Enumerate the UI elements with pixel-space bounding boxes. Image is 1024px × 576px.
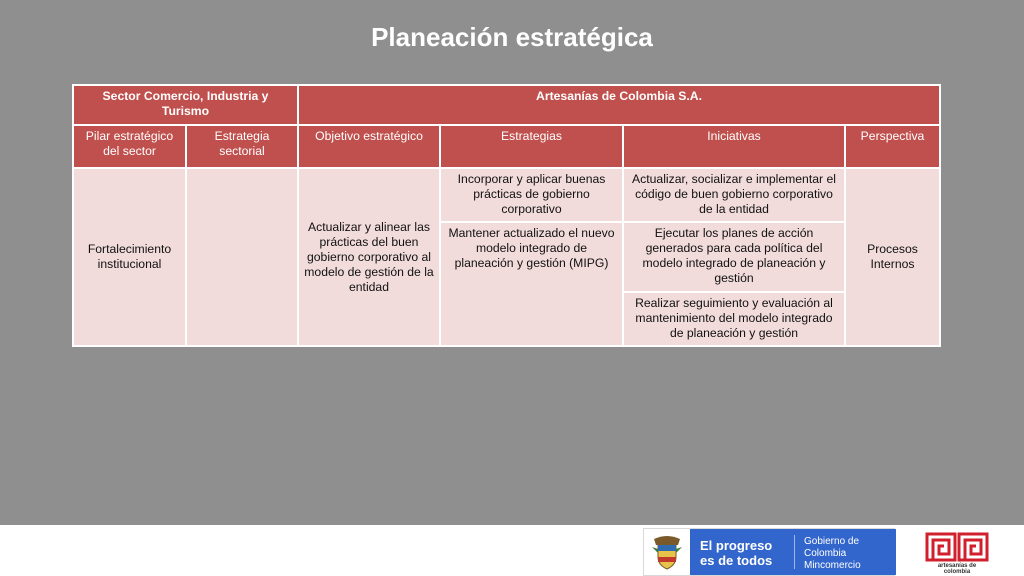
government-logo <box>643 528 895 576</box>
gov-name: Gobierno de Colombia Mincomercio <box>804 536 861 571</box>
header-entity: Artesanías de Colombia S.A. <box>298 85 940 125</box>
strategy-table <box>72 84 941 347</box>
cell-estrategia-1: Incorporar y aplicar buenas prácticas de gobierno corporativo <box>440 168 623 222</box>
cell-perspectiva: Procesos Internos <box>845 168 940 346</box>
col-header-iniciativas: Iniciativas <box>623 125 845 168</box>
table-header-row-1 <box>73 85 940 125</box>
cell-iniciativa-2: Ejecutar los planes de acción generados para cada política del modelo integrado de planeación y gestión <box>623 222 845 292</box>
artesanias-logo-icon <box>924 532 990 562</box>
cell-iniciativa-1: Actualizar, socializar e implementar el código de buen gobierno corporativo de la entidad <box>623 168 845 222</box>
cell-pilar: Fortalecimiento institucional <box>73 168 186 346</box>
cell-iniciativa-3: Realizar seguimiento y evaluación al mantenimiento del modelo integrado de planeación y gestión <box>623 292 845 346</box>
coat-of-arms-icon <box>650 533 684 571</box>
col-header-estrategia-sectorial: Estrategia sectorial <box>186 125 298 168</box>
artesanias-caption: artesanías de colombia <box>937 563 977 575</box>
table-row <box>73 168 940 222</box>
col-header-pilar: Pilar estratégico del sector <box>73 125 186 168</box>
table-header-row-2 <box>73 125 940 168</box>
page-title: Planeación estratégica <box>371 22 653 52</box>
gov-blue-panel <box>690 529 896 575</box>
col-header-objetivo: Objetivo estratégico <box>298 125 440 168</box>
gov-separator <box>794 535 795 569</box>
col-header-estrategias: Estrategias <box>440 125 623 168</box>
cell-estrategia-2: Mantener actualizado el nuevo modelo integrado de planeación y gestión (MIPG) <box>440 222 623 346</box>
cell-estrategia-sectorial <box>186 168 298 346</box>
artesanias-logo <box>924 532 990 575</box>
cell-objetivo: Actualizar y alinear las prácticas del buen gobierno corporativo al modelo de gestión de la entidad <box>298 168 440 346</box>
col-header-perspectiva: Perspectiva <box>845 125 940 168</box>
gov-slogan: El progreso es de todos <box>700 538 773 568</box>
header-sector: Sector Comercio, Industria y Turismo <box>73 85 298 125</box>
